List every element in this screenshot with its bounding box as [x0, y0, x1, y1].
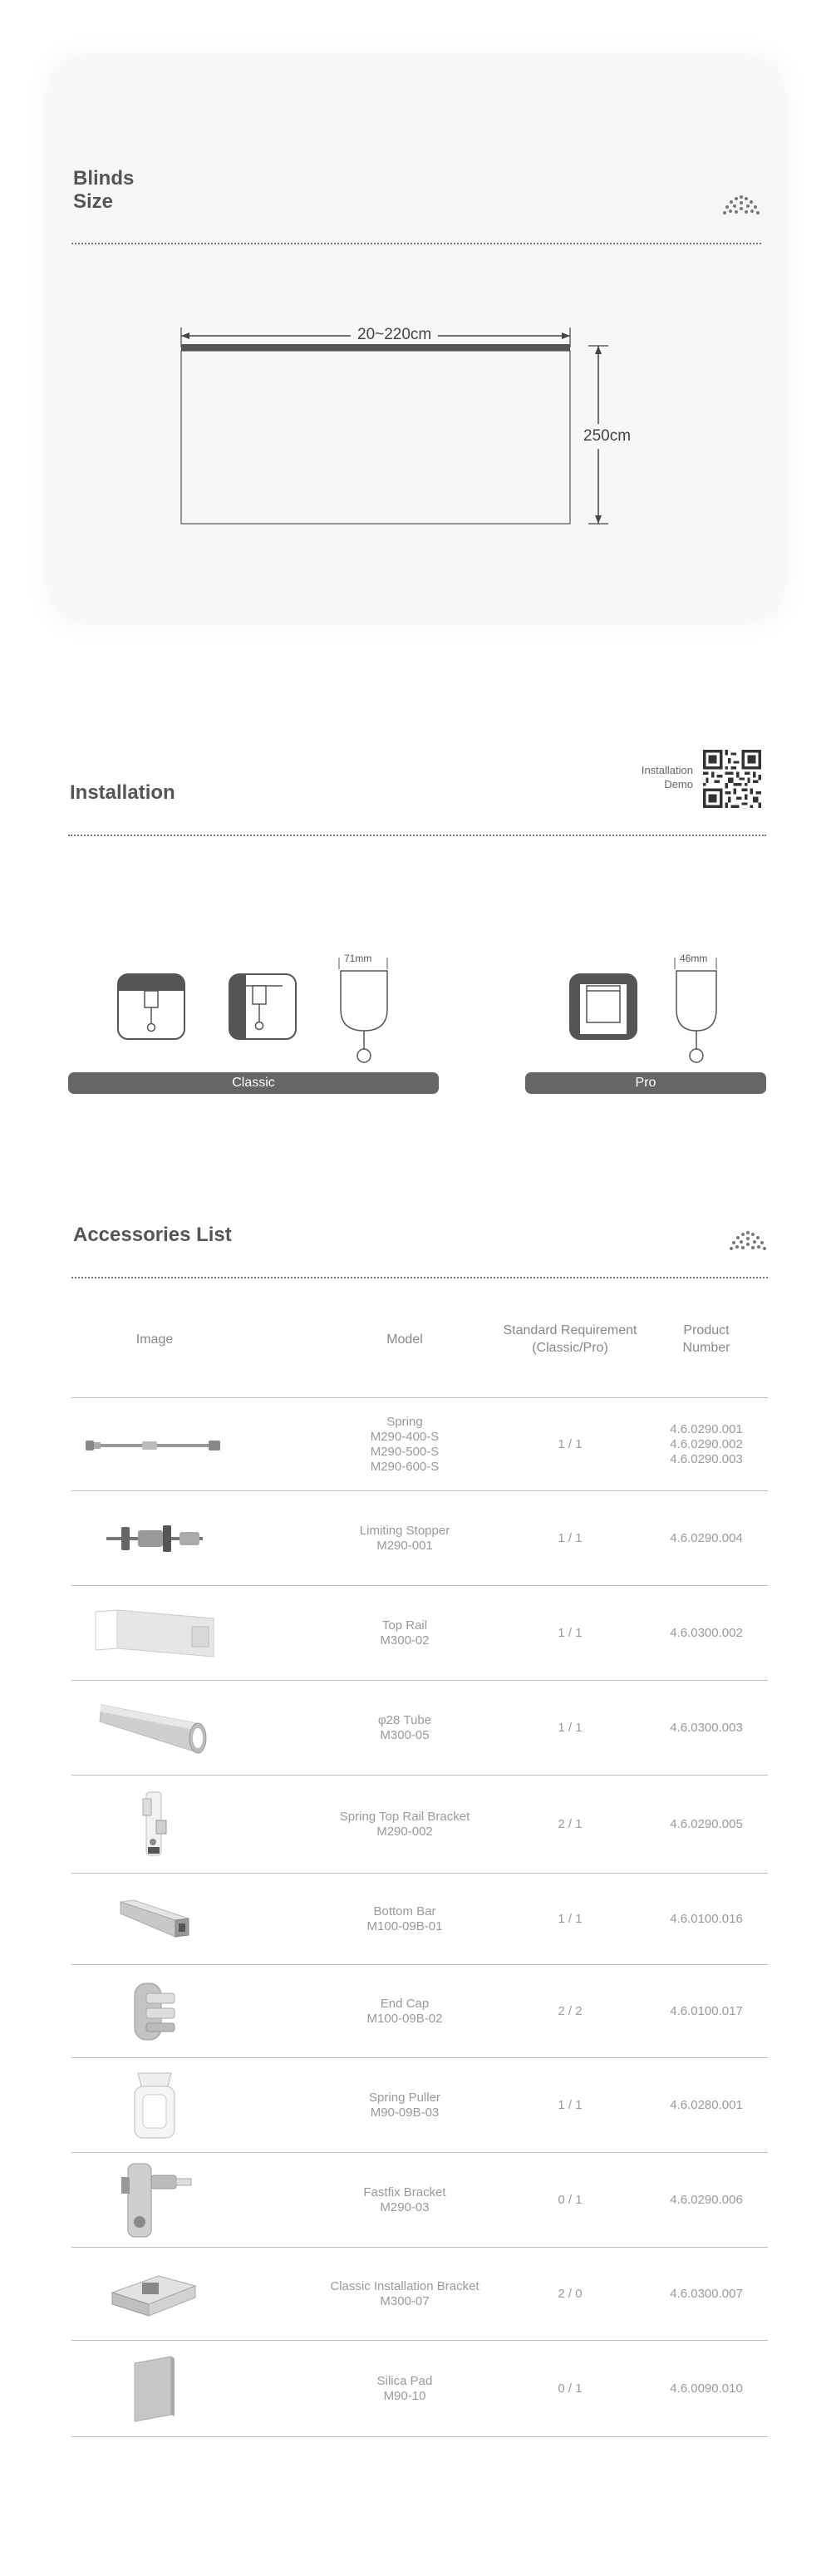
table-row [71, 1776, 768, 1874]
spring-bracket-icon [138, 1790, 171, 1859]
qr-code-icon[interactable] [703, 750, 761, 808]
requirement-cell: 1 / 1 [558, 1530, 583, 1545]
header-image: Image [135, 1332, 174, 1347]
model-cell: Spring Top Rail Bracket M290-002 [339, 1809, 470, 1839]
fan-logo-icon [728, 1227, 768, 1252]
tube-icon [96, 1702, 213, 1755]
installation-bracket-icon [109, 2268, 200, 2321]
number-cell: 4.6.0300.003 [670, 1720, 743, 1735]
accessories-title: Accessories List [73, 1224, 232, 1246]
header-requirement: Standard Requirement (Classic/Pro) [503, 1323, 637, 1355]
model-cell: Bottom Bar M100-09B-01 [366, 1904, 443, 1933]
model-cell: Top Rail M300-02 [380, 1618, 430, 1648]
requirement-cell: 0 / 1 [558, 2381, 583, 2396]
number-cell: 4.6.0290.006 [670, 2192, 743, 2207]
limiting-stopper-icon [105, 1520, 204, 1557]
table-row [71, 2341, 768, 2437]
table-row [71, 1874, 768, 1965]
model-cell: Spring M290-400-S M290-500-S M290-600-S [370, 1414, 440, 1474]
pro-label: Pro [525, 1072, 766, 1094]
image-cell [71, 2153, 238, 2247]
installation-title: Installation [70, 781, 175, 804]
header-model: Model [386, 1332, 423, 1347]
table-row [71, 1965, 768, 2058]
number-cell: 4.6.0300.002 [670, 1625, 743, 1640]
fan-logo-icon [721, 191, 761, 216]
image-cell [71, 1491, 238, 1585]
size-divider [71, 243, 761, 244]
model-cell: End Cap M100-09B-02 [366, 1996, 443, 2026]
requirement-cell: 2 / 2 [558, 2003, 583, 2018]
image-cell [71, 2248, 238, 2340]
blinds-size-diagram [176, 324, 658, 607]
number-cell: 4.6.0300.007 [670, 2286, 743, 2301]
number-cell: 4.6.0290.004 [670, 1530, 743, 1545]
image-cell [71, 2341, 238, 2436]
pro-profile-icon [671, 948, 721, 1066]
pro-depth-label: 46mm [680, 953, 708, 964]
requirement-cell: 1 / 1 [558, 2097, 583, 2112]
image-cell [71, 1776, 238, 1873]
image-cell [71, 1398, 238, 1490]
top-rail-icon [92, 1608, 217, 1658]
model-cell: Fastfix Bracket M290-03 [363, 2184, 446, 2214]
image-cell [71, 1874, 238, 1964]
installation-demo-label: Installation Demo [641, 764, 693, 791]
spring-puller-icon [130, 2070, 179, 2141]
table-row [71, 2058, 768, 2153]
requirement-cell: 1 / 1 [558, 1911, 583, 1926]
installation-divider [68, 835, 766, 836]
spring-icon [84, 1432, 225, 1457]
image-cell [71, 2058, 238, 2152]
table-header [71, 1280, 768, 1398]
table-row [71, 1491, 768, 1586]
model-cell: Classic Installation Bracket M300-07 [330, 2278, 479, 2308]
model-cell: φ28 Tube M300-05 [377, 1712, 432, 1742]
table-row [71, 1681, 768, 1776]
number-cell: 4.6.0280.001 [670, 2097, 743, 2112]
classic-label: Classic [68, 1072, 439, 1094]
requirement-cell: 1 / 1 [558, 1436, 583, 1451]
size-title: Blinds Size [73, 167, 135, 213]
bottom-bar-icon [117, 1899, 192, 1940]
requirement-cell: 2 / 1 [558, 1816, 583, 1831]
requirement-cell: 0 / 1 [558, 2192, 583, 2207]
silica-pad-icon [130, 2353, 179, 2425]
blinds-size-card [52, 58, 781, 620]
requirement-cell: 1 / 1 [558, 1625, 583, 1640]
number-cell: 4.6.0100.017 [670, 2003, 743, 2018]
image-cell [71, 1681, 238, 1775]
height-label: 250cm [583, 424, 631, 449]
table-row [71, 2248, 768, 2341]
image-cell [71, 1965, 238, 2057]
end-cap-icon [130, 1978, 179, 2045]
model-cell: Spring Puller M90-09B-03 [369, 2090, 440, 2120]
recess-mount-icon [568, 973, 638, 1041]
accessories-divider [71, 1277, 768, 1278]
table-row [71, 1586, 768, 1681]
number-cell: 4.6.0090.010 [670, 2381, 743, 2396]
table-row [71, 1398, 768, 1491]
fastfix-bracket-icon [113, 2160, 196, 2240]
model-cell: Limiting Stopper M290-001 [359, 1523, 450, 1553]
wall-mount-icon [228, 973, 297, 1041]
number-cell: 4.6.0290.001 4.6.0290.002 4.6.0290.003 [670, 1421, 743, 1466]
number-cell: 4.6.0290.005 [670, 1816, 743, 1831]
requirement-cell: 2 / 0 [558, 2286, 583, 2301]
width-label: 20~220cm [351, 326, 438, 344]
classic-profile-icon [336, 948, 394, 1066]
header-number: Product Number [682, 1323, 730, 1355]
requirement-cell: 1 / 1 [558, 1720, 583, 1735]
classic-depth-label: 71mm [344, 953, 372, 964]
table-row [71, 2153, 768, 2248]
image-cell [71, 1586, 238, 1680]
ceiling-mount-icon [116, 973, 186, 1041]
number-cell: 4.6.0100.016 [670, 1911, 743, 1926]
model-cell: Silica Pad M90-10 [376, 2373, 433, 2403]
accessories-table [71, 1280, 768, 2437]
installation-diagrams [0, 948, 831, 1090]
